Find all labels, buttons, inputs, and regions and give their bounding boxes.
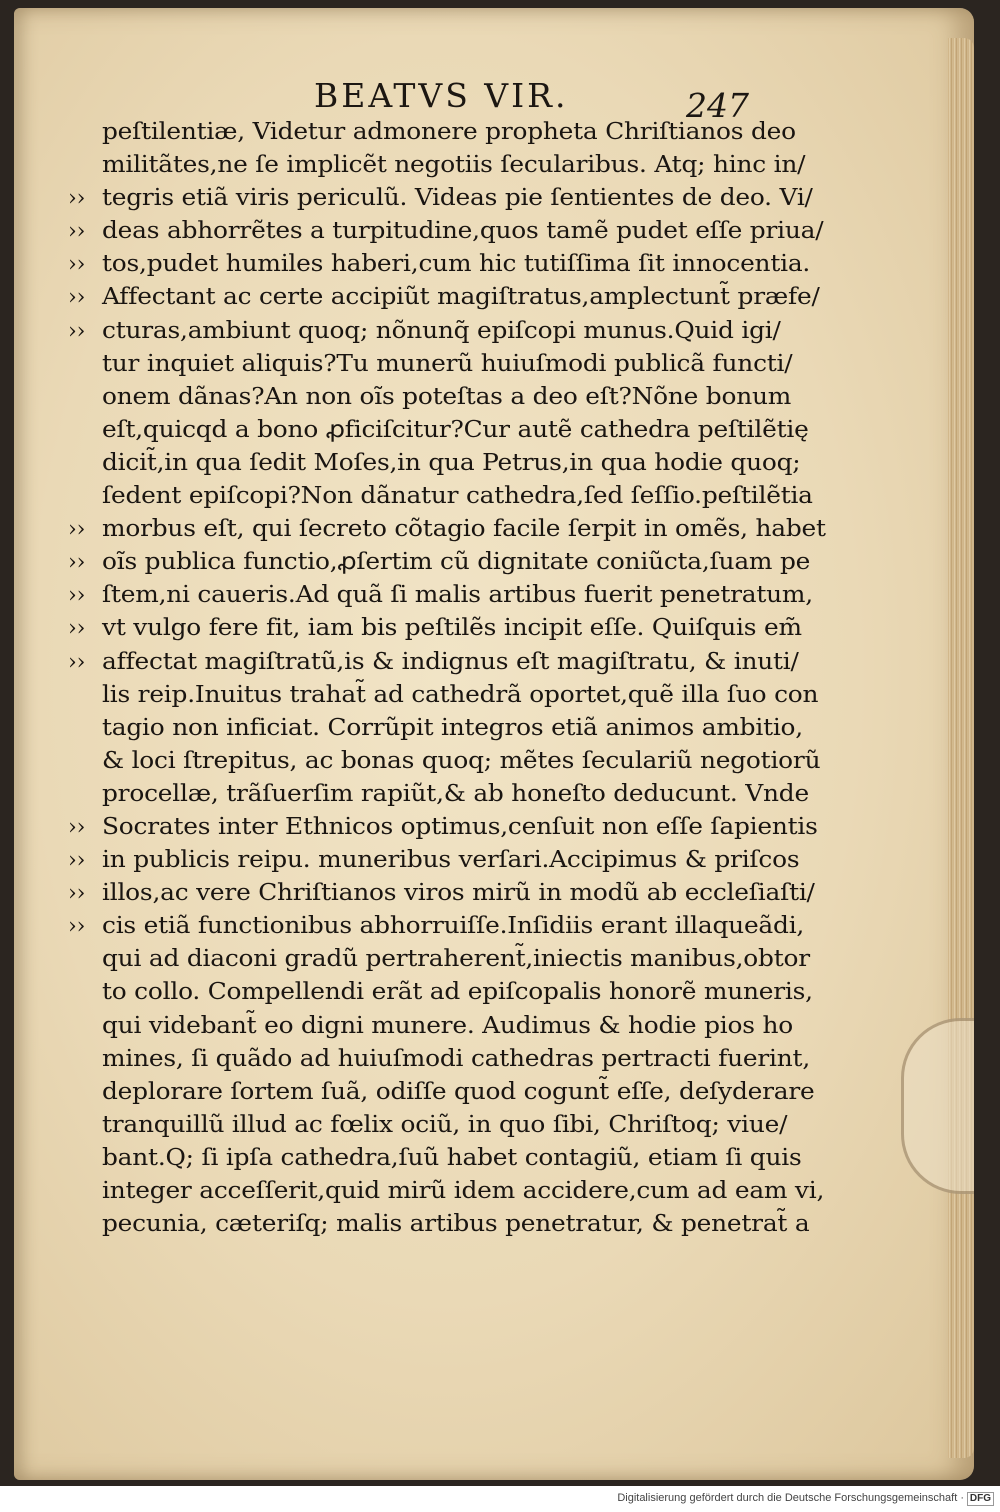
line-text: dicit̃,in qua ſedit Moſes,in qua Petrus,in qua hodie quoq; [102,449,801,476]
line-text: deas abhorrẽtes a turpitudine,quos tamẽ pudet eſſe priua/ [102,218,824,245]
quote-marker: ›› [68,219,86,245]
line-text: onem dãnas?An non oĩs poteſtas a deo eſt?Nõne bonum [102,383,792,410]
page-number: 247 [686,86,749,125]
footer [0,1486,1000,1512]
page-clip-mark [901,1018,974,1194]
text-line [102,447,842,480]
line-text: tegris etiã viris periculũ. Videas pie ſentientes de deo. Vi/ [102,185,813,212]
text-line [68,646,842,679]
line-text: tos,pudet humiles haberi,cum hic tutiſſima ſit innocentia. [102,251,811,278]
quote-marker: ›› [68,550,86,576]
line-text: in publicis reipu. muneribus verſari.Accipimus & priſcos [102,847,800,874]
text-line [68,877,842,910]
dfg-logo: DFG [967,1492,994,1506]
line-text: affectat magiſtratũ,is & indignus eſt magiſtratu, & inuti/ [102,648,799,675]
text-line [68,579,842,612]
line-text: ſedent epiſcopi?Non dãnatur cathedra,ſed ſeſſio.peſtilẽtia [102,483,813,510]
line-text: Affectant ac certe accipiũt magiſtratus,amplectunt̃ præfe/ [102,284,820,311]
text-line [102,1076,842,1109]
line-text: lis reip.Inuitus trahat̃ ad cathedrã oportet,quẽ illa ſuo con [102,681,819,708]
text-line [68,546,842,579]
quote-marker: ›› [68,616,86,642]
book-page [14,8,974,1480]
quote-marker: ›› [68,583,86,609]
line-text: qui ad diaconi gradũ pertraherent̃,iniectis manibus,obtor [102,946,810,973]
quote-marker: ›› [68,252,86,278]
line-text: procellæ, trãſuerſim rapiũt,& ab honeſto deducunt. Vnde [102,780,809,807]
text-line [102,679,842,712]
line-text: pecunia, cæteriſq; malis artibus penetratur, & penetrat̃ a [102,1211,810,1238]
line-text: tranquillũ illud ac fœlix ociũ, in quo ſibi, Chriſtoq; viue/ [102,1111,788,1138]
text-line [102,976,842,1009]
text-line [68,910,842,943]
quote-marker: ›› [68,517,86,543]
quote-marker: ›› [68,814,86,840]
page-edges [948,38,974,1458]
text-line [68,315,842,348]
line-text: tagio non inficiat. Corrũpit integros etiã animos ambitio, [102,714,803,741]
line-text: tur inquiet aliquis?Tu munerũ huiuſmodi publicã functi/ [102,350,793,377]
text-line [102,1175,842,1208]
line-text: deplorare ſortem ſuã, odiſſe quod cogunt̃ eſſe, deſyderare [102,1078,815,1105]
quote-marker: ›› [68,285,86,311]
text-line [102,348,842,381]
text-line [102,1109,842,1142]
line-text: bant.Q; ſi ipſa cathedra,ſuũ habet contagiũ, etiam ſi quis [102,1144,802,1171]
line-text: cis etiã functionibus abhorruiſſe.Inſidiis erant illaqueãdi, [102,913,805,940]
text-line [102,480,842,513]
quote-marker: ›› [68,914,86,940]
text-line [102,1142,842,1175]
line-text: vt vulgo fere fit, iam bis peſtilẽs incipit eſſe. Quiſquis em̃ [102,615,802,642]
text-line [68,182,842,215]
text-line [102,745,842,778]
running-head: BEATVS VIR. [314,76,569,115]
line-text: oĩs publica functio,ꝓſertim cũ dignitate coniũcta,ſuam pe [102,549,811,576]
line-text: & loci ſtrepitus, ac bonas quoq; mẽtes ſeculariũ negotiorũ [102,747,821,774]
text-line [68,612,842,645]
text-line [102,1010,842,1043]
text-line [102,778,842,811]
text-line [102,943,842,976]
text-line [68,248,842,281]
line-text: integer acceſſerit,quid mirũ idem accidere,cum ad eam vi, [102,1178,825,1204]
text-line [102,414,842,447]
line-text: qui videbant̃ eo digni munere. Audimus & hodie pios ho [102,1012,793,1039]
text-line [68,513,842,546]
line-text: cturas,ambiunt quoq; nõnunq̃ epiſcopi munus.Quid igi/ [102,317,781,344]
text-line [102,1043,842,1076]
footer-credit: Digitalisierung gefördert durch die Deutsche Forschungsgemeinschaft · [617,1492,964,1504]
text-line [102,149,842,182]
text-line [102,1208,842,1241]
text-line [68,844,842,877]
line-text: eſt,quicqd a bono ꝓficiſcitur?Cur autẽ cathedra peſtilẽtię [102,416,809,443]
text-line [102,116,842,149]
quote-marker: ›› [68,649,86,675]
quote-marker: ›› [68,848,86,874]
line-text: mines, ſi quãdo ad huiuſmodi cathedras pertracti fuerint, [102,1045,811,1072]
line-text: ſtem,ni caueris.Ad quã ſi malis artibus fuerit penetratum, [102,582,813,609]
quote-marker: ›› [68,186,86,212]
line-text: Socrates inter Ethnicos optimus,cenſuit non eſſe ſapientis [102,813,818,840]
text-line [102,712,842,745]
text-block [68,116,842,1241]
line-text: militãtes,ne ſe implicẽt negotiis ſecularibus. Atq; hinc in/ [102,152,806,179]
text-line [68,215,842,248]
text-line [68,281,842,314]
line-text: peſtilentiæ, Videtur admonere propheta Chriſtianos deo [102,119,796,145]
quote-marker: ›› [68,318,86,344]
text-line [102,381,842,414]
line-text: illos,ac vere Chriſtianos viros mirũ in modũ ab eccleſiaſti/ [102,880,815,907]
quote-marker: ›› [68,881,86,907]
line-text: morbus eſt, qui ſecreto cõtagio facile ſerpit in omẽs, habet [102,516,826,543]
line-text: to collo. Compellendi erãt ad epiſcopalis honorẽ muneris, [102,979,813,1006]
text-line [68,811,842,844]
